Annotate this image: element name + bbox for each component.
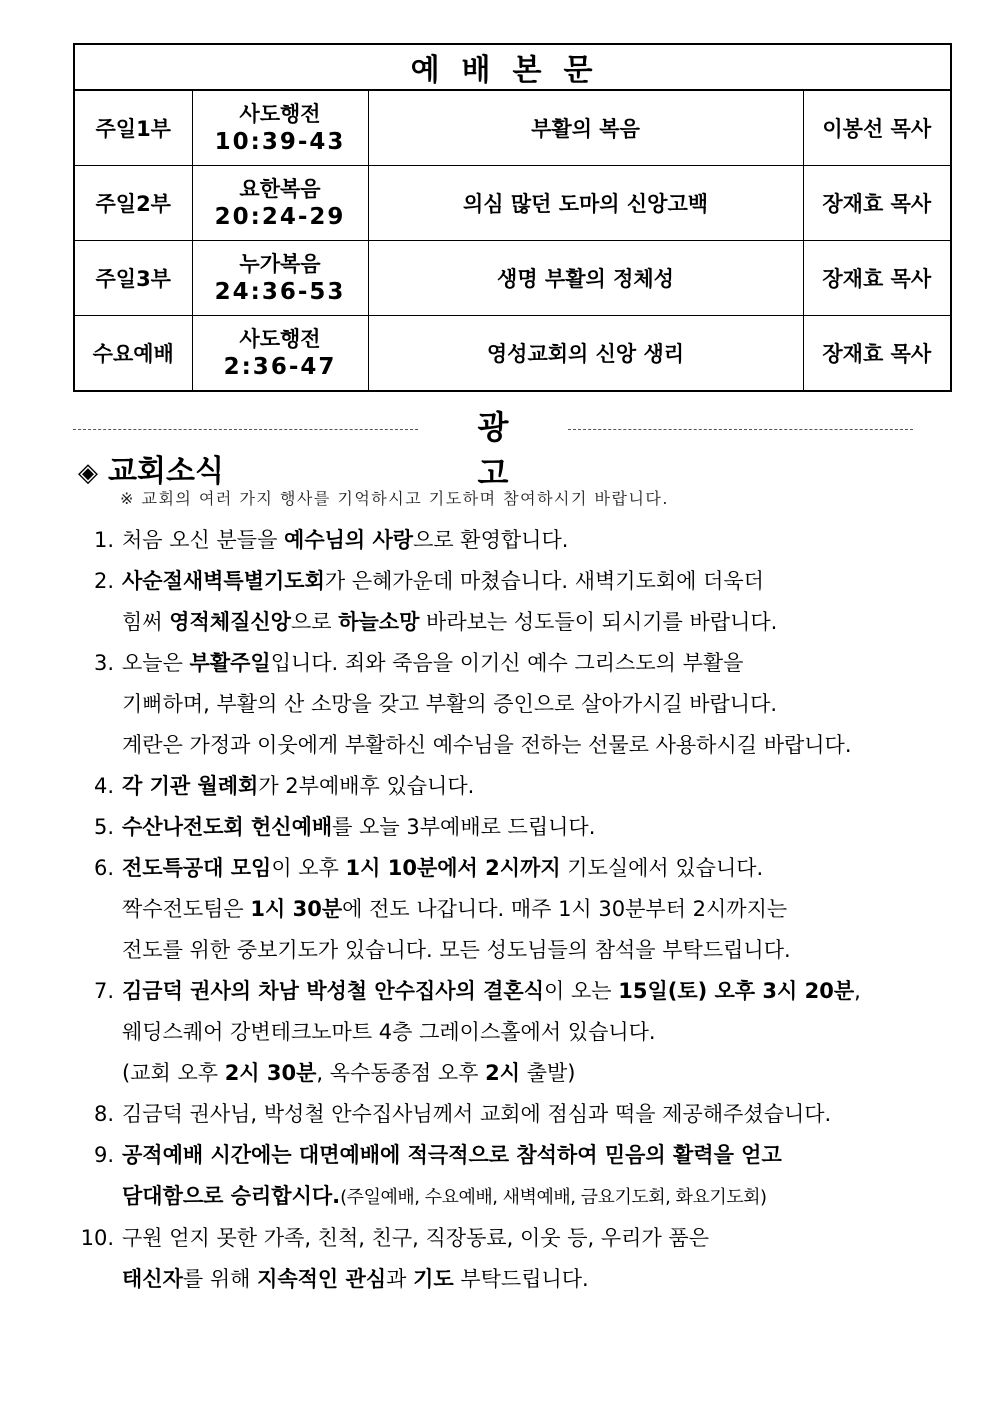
news-item-line xyxy=(122,930,870,971)
news-item-number: 6. xyxy=(93,856,114,880)
news-item xyxy=(70,766,870,807)
news-emphasis: 15일(토) 오후 3시 20분 xyxy=(618,979,855,1003)
news-item xyxy=(70,1218,870,1300)
news-emphasis: 김금덕 권사의 차남 박성철 안수집사의 결혼식 xyxy=(122,979,544,1003)
ads-title: 광고 xyxy=(477,408,539,492)
news-text: 전도를 위한 중보기도가 있습니다. 모든 성도님들의 참석을 부탁드립니다. xyxy=(122,938,791,962)
news-emphasis: 2시 xyxy=(485,1061,521,1085)
news-emphasis: 부활주일 xyxy=(189,651,271,675)
news-text: 처음 오신 분들을 xyxy=(122,528,285,552)
news-item xyxy=(70,520,870,561)
news-text: 김금덕 권사님, 박성철 안수집사님께서 교회에 점심과 떡을 제공해주셨습니다. xyxy=(122,1102,832,1126)
news-text: 출발) xyxy=(520,1061,576,1085)
news-item-line xyxy=(122,725,870,766)
news-item-line xyxy=(122,971,870,1012)
news-item-line xyxy=(122,561,870,602)
scripture-book: 누가복음 xyxy=(239,252,321,276)
news-item xyxy=(70,561,870,643)
news-item-line xyxy=(122,807,870,848)
news-item-number: 5. xyxy=(93,815,114,839)
news-item-number: 4. xyxy=(93,774,114,798)
service-name: 수요예배 xyxy=(74,316,192,392)
news-text: , 옥수동종점 오후 xyxy=(316,1061,486,1085)
news-item xyxy=(70,807,870,848)
news-text: 가 은혜가운데 마쳤습니다. 새벽기도회에 더욱더 xyxy=(324,569,764,593)
news-text: 입니다. 죄와 죽음을 이기신 예수 그리스도의 부활을 xyxy=(270,651,744,675)
sermon-table xyxy=(73,43,952,392)
sermon-title: 의심 많던 도마의 신앙고백 xyxy=(368,166,803,241)
sermon-row xyxy=(74,241,951,316)
news-text: 기뻐하며, 부활의 산 소망을 갖고 부활의 증인으로 살아가시길 바랍니다. xyxy=(122,692,778,716)
news-item xyxy=(70,848,870,971)
news-text: 를 오늘 3부예배로 드립니다. xyxy=(332,815,596,839)
sermon-title: 영성교회의 신앙 생리 xyxy=(368,316,803,392)
news-item-line xyxy=(122,1053,870,1094)
sermon-table-header: 예배본문 xyxy=(74,44,951,90)
news-item-number: 9. xyxy=(93,1143,114,1167)
news-text: , xyxy=(854,979,861,1003)
news-heading xyxy=(78,446,224,490)
news-text: (교회 오후 xyxy=(122,1061,225,1085)
news-emphasis: 각 기관 월례회 xyxy=(122,774,259,798)
news-text: (주일예배, 수요예배, 새벽예배, 금요기도회, 화요기도회) xyxy=(340,1187,767,1208)
sermon-title: 부활의 복음 xyxy=(368,90,803,166)
news-item-line xyxy=(122,643,870,684)
news-text: 바라보는 성도들이 되시기를 바랍니다. xyxy=(419,610,778,634)
service-name: 주일2부 xyxy=(74,166,192,241)
news-item-line xyxy=(122,1135,870,1176)
news-list xyxy=(70,520,870,1300)
scripture-book: 사도행전 xyxy=(239,102,321,126)
news-text: 구원 얻지 못한 가족, 친척, 친구, 직장동료, 이웃 등, 우리가 품은 xyxy=(122,1226,709,1250)
scripture-reference xyxy=(192,90,368,166)
news-text: 가 2부예배후 있습니다. xyxy=(258,774,475,798)
diamond-icon: ◈ xyxy=(78,458,98,488)
news-item-number: 1. xyxy=(93,528,114,552)
news-item-number: 8. xyxy=(93,1102,114,1126)
scripture-reference xyxy=(192,316,368,392)
scripture-reference xyxy=(192,166,368,241)
news-item-line xyxy=(122,848,870,889)
news-emphasis: 기도 xyxy=(413,1267,454,1291)
scripture-verse: 2:36-47 xyxy=(223,354,337,380)
news-text: 으로 환영합니다. xyxy=(413,528,569,552)
sermon-row xyxy=(74,316,951,392)
preacher: 이봉선 목사 xyxy=(803,90,951,166)
news-subtitle: ※ 교회의 여러 가지 행사를 기억하시고 기도하며 참여하시기 바랍니다. xyxy=(120,489,669,508)
news-emphasis: 지속적인 관심 xyxy=(257,1267,387,1291)
news-item xyxy=(70,1135,870,1218)
news-text: 계란은 가정과 이웃에게 부활하신 예수님을 전하는 선물로 사용하시길 바랍니다. xyxy=(122,733,852,757)
news-item-line xyxy=(122,1094,870,1135)
scripture-verse: 10:39-43 xyxy=(214,129,346,155)
news-emphasis: 수산나전도회 헌신예배 xyxy=(122,815,333,839)
news-emphasis: 사순절새벽특별기도회 xyxy=(122,569,325,593)
news-item-line xyxy=(122,1259,870,1300)
news-text: 이 오후 xyxy=(271,856,346,880)
news-text: 오늘은 xyxy=(122,651,190,675)
scripture-book: 사도행전 xyxy=(239,327,321,351)
news-emphasis: 2시 30분 xyxy=(224,1061,317,1085)
news-text: 힘써 xyxy=(122,610,170,634)
news-text: 부탁드립니다. xyxy=(453,1267,589,1291)
news-emphasis: 담대함으로 승리합시다. xyxy=(122,1184,341,1208)
news-item-line xyxy=(122,602,870,643)
news-item-line xyxy=(122,1218,870,1259)
news-emphasis: 태신자 xyxy=(122,1267,183,1291)
news-text: 기도실에서 있습니다. xyxy=(560,856,764,880)
news-item xyxy=(70,643,870,766)
sermon-title: 생명 부활의 정체성 xyxy=(368,241,803,316)
scripture-verse: 24:36-53 xyxy=(214,279,346,305)
service-name: 주일1부 xyxy=(74,90,192,166)
news-item-number: 10. xyxy=(80,1226,114,1250)
news-item xyxy=(70,971,870,1094)
news-text: 과 xyxy=(386,1267,414,1291)
news-emphasis: 예수님의 사랑 xyxy=(284,528,414,552)
preacher: 장재효 목사 xyxy=(803,166,951,241)
sermon-table-body xyxy=(74,90,951,391)
news-item-line xyxy=(122,684,870,725)
news-item-line xyxy=(122,520,870,561)
preacher: 장재효 목사 xyxy=(803,316,951,392)
divider-left xyxy=(73,429,418,430)
news-emphasis: 전도특공대 모임 xyxy=(122,856,272,880)
news-item-number: 2. xyxy=(93,569,114,593)
news-item-line xyxy=(122,1176,870,1218)
news-emphasis: 1시 30분 xyxy=(250,897,343,921)
scripture-reference xyxy=(192,241,368,316)
news-item-line xyxy=(122,766,870,807)
news-text: 으로 xyxy=(290,610,339,634)
news-text: 이 오는 xyxy=(544,979,619,1003)
news-text: 에 전도 나갑니다. 매주 1시 30분부터 2시까지는 xyxy=(342,897,788,921)
news-item-number: 3. xyxy=(93,651,114,675)
sermon-row xyxy=(74,90,951,166)
news-emphasis: 공적예배 시간에는 대면예배에 적극적으로 참석하여 믿음의 활력을 얻고 xyxy=(122,1143,782,1167)
news-text: 웨딩스퀘어 강변테크노마트 4층 그레이스홀에서 있습니다. xyxy=(122,1020,656,1044)
scripture-verse: 20:24-29 xyxy=(214,204,346,230)
sermon-row xyxy=(74,166,951,241)
divider-right xyxy=(568,429,913,430)
news-text: 짝수전도팀은 xyxy=(122,897,251,921)
news-emphasis: 영적체질신앙 xyxy=(169,610,291,634)
news-emphasis: 하늘소망 xyxy=(338,610,420,634)
news-item-number: 7. xyxy=(93,979,114,1003)
preacher: 장재효 목사 xyxy=(803,241,951,316)
news-item-line xyxy=(122,889,870,930)
news-item-line xyxy=(122,1012,870,1053)
news-heading-text: 교회소식 xyxy=(108,454,224,489)
scripture-book: 요한복음 xyxy=(239,177,321,201)
news-item xyxy=(70,1094,870,1135)
news-text: 를 위해 xyxy=(182,1267,258,1291)
service-name: 주일3부 xyxy=(74,241,192,316)
news-emphasis: 1시 10분에서 2시까지 xyxy=(345,856,561,880)
